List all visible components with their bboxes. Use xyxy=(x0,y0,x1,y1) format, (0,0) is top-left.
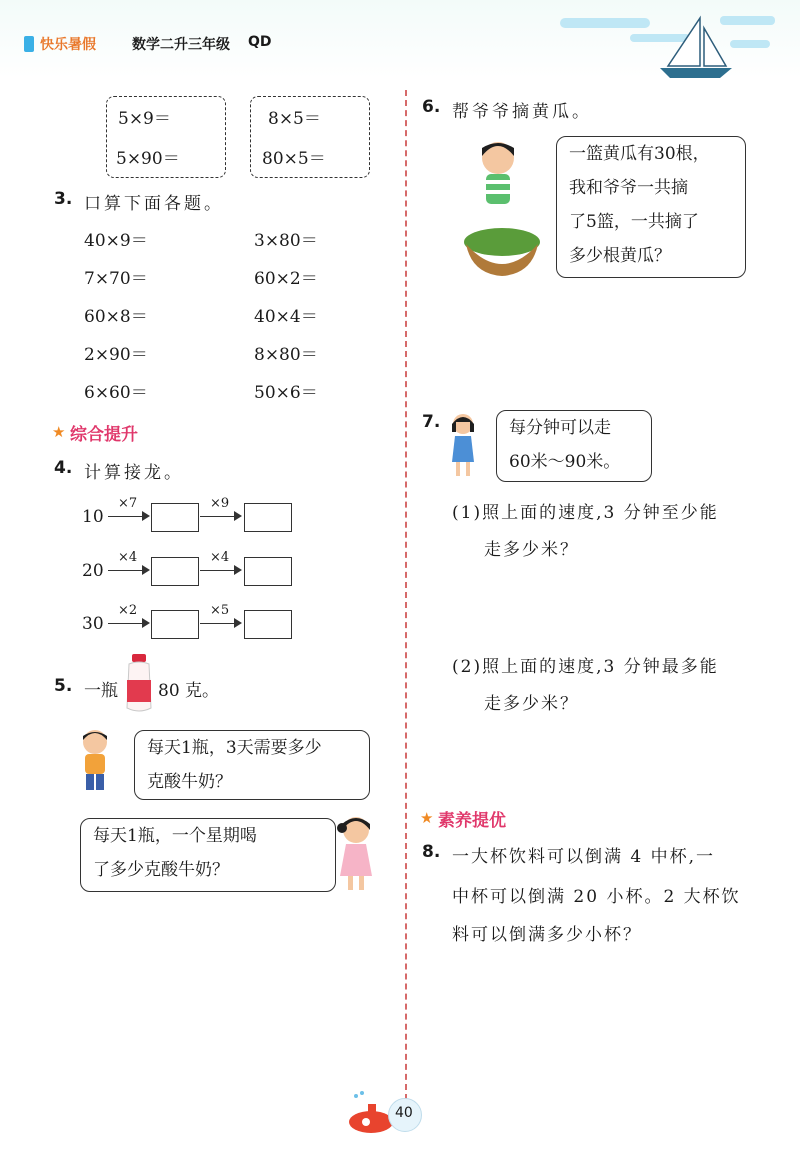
answer-box[interactable] xyxy=(244,610,292,639)
q7-sub2-line2: 走多少米？ xyxy=(484,694,579,714)
bubble-line: 多少根黄瓜？ xyxy=(569,246,671,266)
q3-right-4: 8×80＝ xyxy=(254,345,318,365)
header-code: QD xyxy=(248,34,272,50)
q3-right-3: 40×4＝ xyxy=(254,307,318,327)
chain-op: ×7 xyxy=(118,496,138,511)
bubble-line: 60米～90米。 xyxy=(509,452,621,472)
bubble-line: 了多少克酸牛奶？ xyxy=(93,860,229,880)
q3-number: 3. xyxy=(54,189,73,209)
section-title-literacy: 素养提优 xyxy=(438,811,506,831)
bubble-line: 克酸牛奶？ xyxy=(147,772,232,792)
q3-left-1: 40×9＝ xyxy=(84,231,148,251)
bubble-line: 我和爷爷一共摘 xyxy=(569,178,688,198)
answer-box[interactable] xyxy=(151,610,199,639)
arrow-icon xyxy=(108,516,148,517)
chain-start: 10 xyxy=(82,507,104,527)
bubble-line: 一篮黄瓜有30根， xyxy=(569,144,710,164)
q8-line2: 中杯可以倒满 20 小杯。2 大杯饮 xyxy=(452,887,741,907)
q3-right-2: 60×2＝ xyxy=(254,269,318,289)
box-left-line2: 5×90＝ xyxy=(116,149,180,169)
header-subject: 数学二升三年级 xyxy=(132,37,230,53)
q7-sub2-line1: (2)照上面的速度,3 分钟最多能 xyxy=(452,657,719,677)
bubble-line: 每天1瓶，一个星期喝 xyxy=(93,826,257,846)
q7-sub1-line1: (1)照上面的速度,3 分钟至少能 xyxy=(452,503,719,523)
chain-op: ×4 xyxy=(118,550,138,565)
cucumber-basket-icon xyxy=(460,222,544,278)
speech-bubble xyxy=(80,818,336,892)
star-icon: ★ xyxy=(52,423,66,441)
star-icon: ★ xyxy=(420,809,434,827)
chain-start: 30 xyxy=(82,614,104,634)
arrow-icon xyxy=(108,570,148,571)
q3-left-5: 6×60＝ xyxy=(84,383,148,403)
bubble-line: 每天1瓶，3天需要多少 xyxy=(147,738,322,758)
arrow-icon xyxy=(200,516,240,517)
bubble-line: 了5篮，一共摘了 xyxy=(569,212,699,232)
chain-op: ×4 xyxy=(210,550,230,565)
q5-number: 5. xyxy=(54,676,73,696)
girl-icon xyxy=(448,412,478,480)
q8-number: 8. xyxy=(422,842,441,862)
section-title-comprehensive: 综合提升 xyxy=(70,425,138,445)
chain-start: 20 xyxy=(82,561,104,581)
sailboat-icon xyxy=(560,10,780,80)
page-number: 40 xyxy=(395,1105,413,1121)
answer-box[interactable] xyxy=(244,557,292,586)
q7-number: 7. xyxy=(422,412,441,432)
header-marker xyxy=(24,36,34,52)
q3-right-1: 3×80＝ xyxy=(254,231,318,251)
q3-left-3: 60×8＝ xyxy=(84,307,148,327)
speech-bubble xyxy=(134,730,370,800)
bubble-line: 每分钟可以走 xyxy=(509,418,611,438)
arrow-icon xyxy=(108,623,148,624)
q6-number: 6. xyxy=(422,97,441,117)
speech-bubble xyxy=(496,410,652,482)
box-right-line2: 80×5＝ xyxy=(262,149,326,169)
answer-box[interactable] xyxy=(151,503,199,532)
arrow-icon xyxy=(200,570,240,571)
q3-right-5: 50×6＝ xyxy=(254,383,318,403)
q5-prefix: 一瓶 xyxy=(84,681,118,701)
chain-op: ×5 xyxy=(210,603,230,618)
header-brand: 快乐暑假 xyxy=(40,37,96,53)
chain-op: ×2 xyxy=(118,603,138,618)
q3-title: 口算下面各题。 xyxy=(84,194,224,214)
q7-sub1-line2: 走多少米？ xyxy=(484,540,579,560)
answer-box[interactable] xyxy=(244,503,292,532)
q3-left-2: 7×70＝ xyxy=(84,269,148,289)
chain-op: ×9 xyxy=(210,496,230,511)
speech-bubble xyxy=(556,136,746,278)
q3-left-4: 2×90＝ xyxy=(84,345,148,365)
q6-title: 帮爷爷摘黄瓜。 xyxy=(452,102,592,122)
boy-icon xyxy=(474,138,522,218)
column-divider xyxy=(405,90,407,1100)
answer-box[interactable] xyxy=(151,557,199,586)
q4-title: 计算接龙。 xyxy=(84,463,184,483)
arrow-icon xyxy=(200,623,240,624)
q4-number: 4. xyxy=(54,458,73,478)
q8-line3: 料可以倒满多少小杯？ xyxy=(452,925,642,945)
q8-line1: 一大杯饮料可以倒满 4 中杯,一 xyxy=(452,847,716,867)
box-left-line1: 5×9＝ xyxy=(118,109,171,129)
girl-icon xyxy=(336,814,376,894)
box-right-line1: 8×5＝ xyxy=(268,109,321,129)
boy-icon xyxy=(78,728,112,794)
q5-suffix: 80 克。 xyxy=(158,681,220,701)
yogurt-bottle-icon xyxy=(124,654,154,714)
